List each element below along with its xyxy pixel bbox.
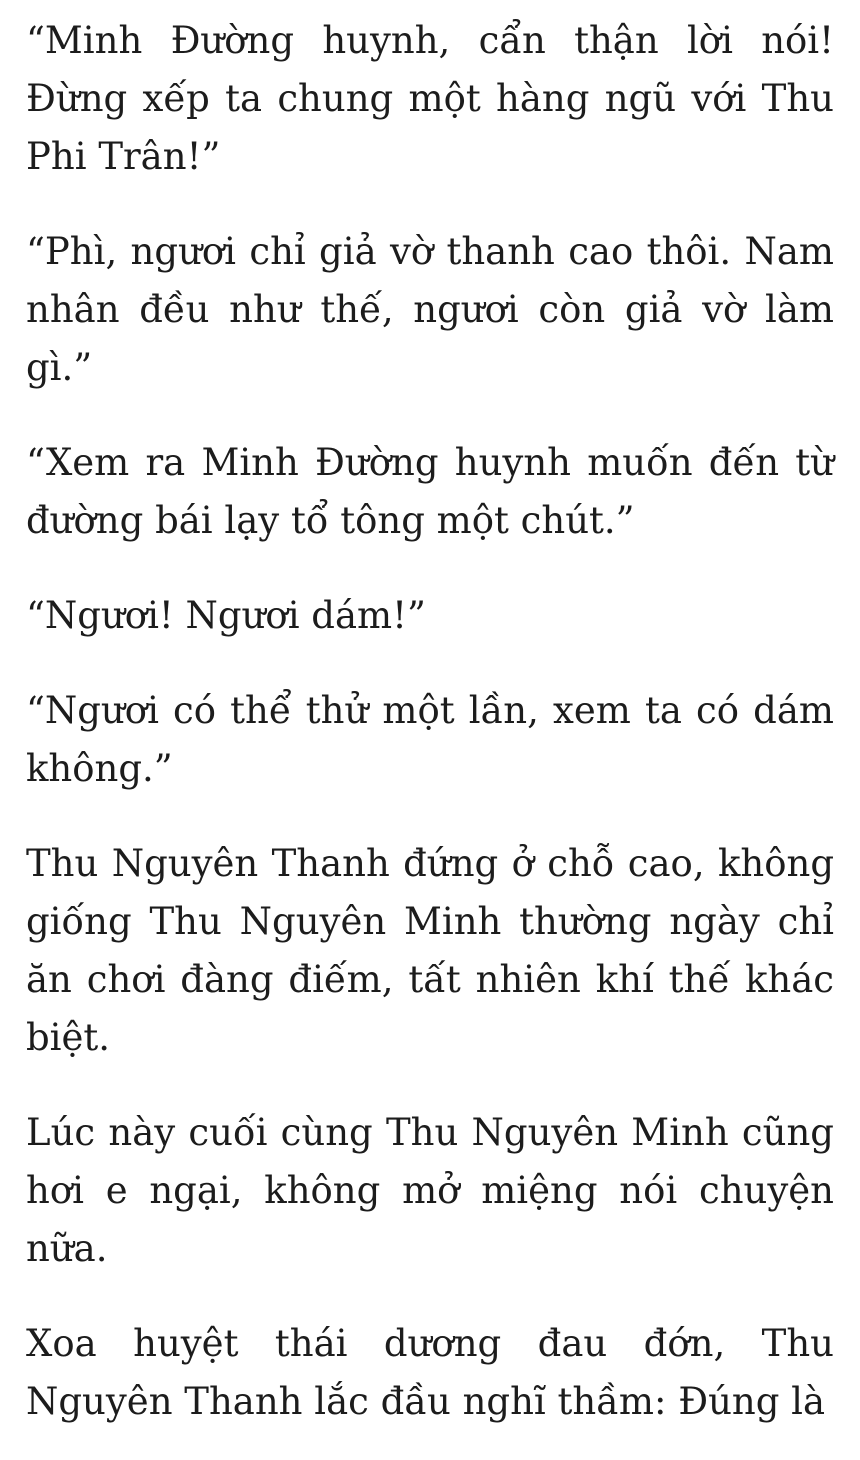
- paragraph: “Xem ra Minh Đường huynh muốn đến từ đường bái lạy tổ tông một chút.”: [26, 441, 834, 542]
- top-spacer: [26, 0, 834, 12]
- paragraph: Lúc này cuối cùng Thu Nguyên Minh cũng hơi e ngại, không mở miệng nói chuyện nữa.: [26, 1111, 834, 1270]
- paragraph: “Ngươi! Ngươi dám!”: [26, 594, 426, 637]
- paragraph: Xoa huyệt thái dương đau đớn, Thu Nguyên Thanh lắc đầu nghĩ thầm: Đúng là: [26, 1322, 834, 1423]
- paragraph: “Minh Đường huynh, cẩn thận lời nói! Đừng xếp ta chung một hàng ngũ với Thu Phi Trân!”: [26, 19, 834, 178]
- paragraph: “Phì, ngươi chỉ giả vờ thanh cao thôi. Nam nhân đều như thế, ngươi còn giả vờ làm gì.”: [26, 230, 834, 389]
- paragraph: Thu Nguyên Thanh đứng ở chỗ cao, không giống Thu Nguyên Minh thường ngày chỉ ăn chơi đàng điếm, tất nhiên khí thế khác biệt.: [26, 842, 834, 1059]
- paragraph: “Ngươi có thể thử một lần, xem ta có dám không.”: [26, 689, 834, 790]
